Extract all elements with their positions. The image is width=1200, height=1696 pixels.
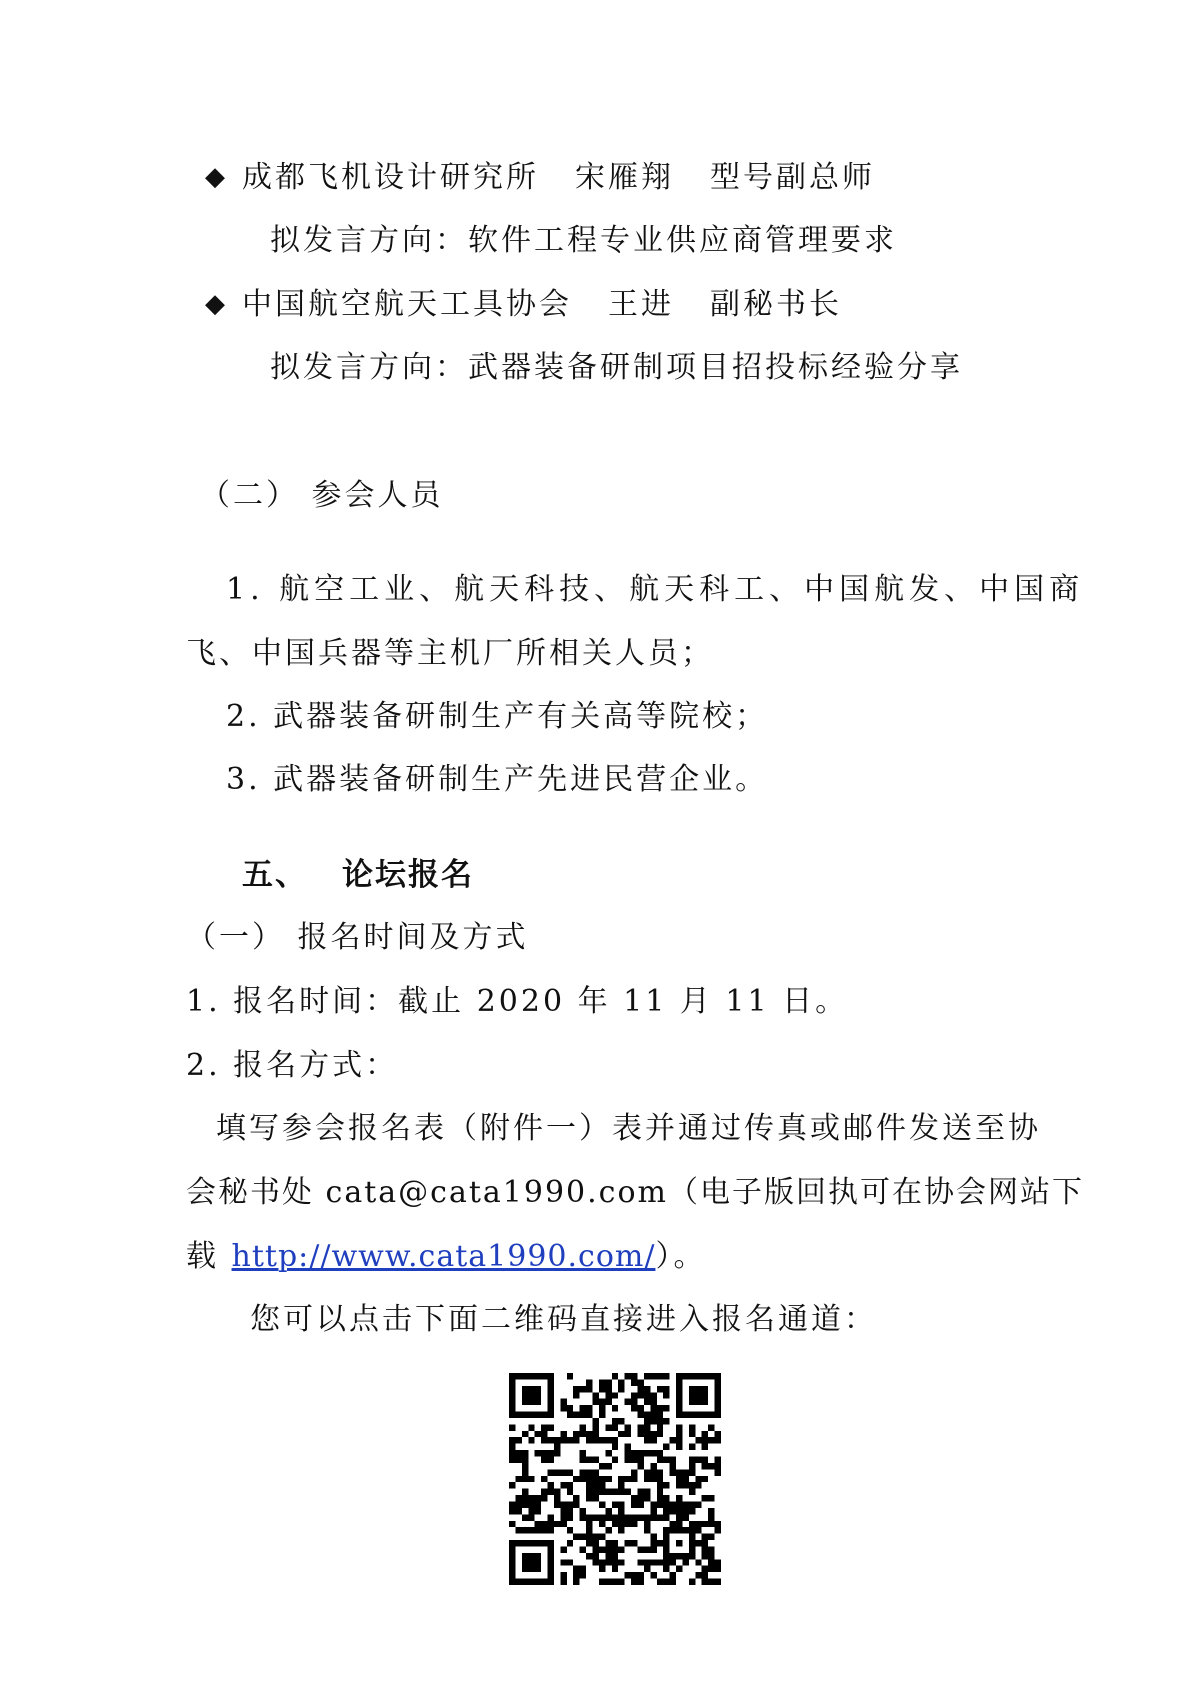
website-link[interactable]: http://www.cata1990.com/ — [231, 1239, 656, 1274]
download-suffix: ）。 — [655, 1239, 707, 1274]
speaker-1-topic — [270, 221, 897, 261]
diamond-bullet-icon: ◆ — [205, 162, 228, 192]
attendees-heading: （二） 参会人员 — [200, 478, 444, 513]
attendee-item-1-cont: 飞、中国兵器等主机厂所相关人员； — [186, 636, 714, 671]
topic-label: 拟发言方向： — [270, 223, 468, 258]
method-paragraph-line-3 — [186, 1237, 706, 1277]
speaker-org: 成都飞机设计研究所 — [242, 160, 539, 195]
topic-text: 武器装备研制项目招投标经验分享 — [468, 350, 963, 385]
section-heading — [242, 855, 474, 895]
section-number: 五、 — [242, 857, 308, 893]
diamond-bullet-icon: ◆ — [205, 289, 228, 319]
speaker-name: 宋雁翔 — [575, 160, 674, 195]
attendee-item-1: 1. 航空工业、航天科技、航天科工、中国航发、中国商 — [226, 572, 1085, 607]
method-paragraph-line-2: 会秘书处 cata@cata1990.com（电子版回执可在协会网站下 — [186, 1175, 1084, 1210]
section-title: 论坛报名 — [342, 857, 474, 893]
speaker-title: 副秘书长 — [710, 287, 842, 322]
qr-prompt: 您可以点击下面二维码直接进入报名通道： — [250, 1302, 877, 1337]
registration-method: 2. 报名方式： — [186, 1048, 399, 1083]
attendee-item-2: 2. 武器装备研制生产有关高等院校； — [226, 699, 769, 734]
speaker-2-line — [205, 285, 842, 326]
topic-text: 软件工程专业供应商管理要求 — [468, 223, 897, 258]
method-paragraph-line-1: 填写参会报名表（附件一）表并通过传真或邮件发送至协 — [216, 1111, 1041, 1146]
speaker-1-line — [205, 158, 875, 199]
qr-code-icon[interactable] — [509, 1373, 721, 1585]
speaker-title: 型号副总师 — [710, 160, 875, 195]
speaker-org: 中国航空航天工具协会 — [242, 287, 572, 322]
speaker-2-topic — [270, 348, 963, 388]
attendee-item-3: 3. 武器装备研制生产先进民营企业。 — [226, 762, 769, 797]
topic-label: 拟发言方向： — [270, 350, 468, 385]
qr-code-graphic — [509, 1373, 721, 1585]
speaker-name: 王进 — [608, 287, 674, 322]
registration-time: 1. 报名时间：截止 2020 年 11 月 11 日。 — [186, 984, 849, 1019]
download-prefix: 载 — [186, 1239, 232, 1274]
subsection-heading: （一） 报名时间及方式 — [186, 920, 529, 955]
